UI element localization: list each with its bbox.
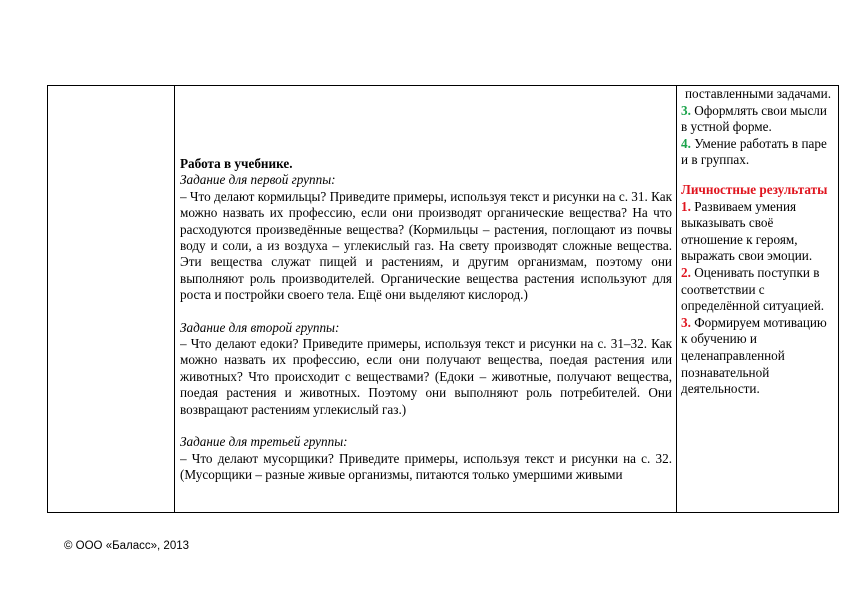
personal-results-heading: Личностные результаты xyxy=(681,181,828,197)
outcome-item-3 xyxy=(681,103,835,136)
personal-text: Развиваем умения выказывать своё отношение к героям, выражать свои эмоции. xyxy=(681,198,813,264)
outcome-number: 4. xyxy=(681,135,691,151)
copyright-footer: © ООО «Баласс», 2013 xyxy=(64,540,190,552)
group1-text: – Что делают кормильцы? Приведите примеры, используя текст и рисунки на с. 31. Как можно назвать их профессию, если они производят органические вещества? На что расходуются произведённые вещества? (Кормильцы – растения, поглощают из почвы воду и соли, а из воздуха – углекислый газ. На свету производят сложные вещества. Эти вещества служат пищей и растениям, и другим организмам, поэтому они выполняют роль производителей. Органические вещества растения используют для роста и постройки своего тела. Ещё они выделяют кислород.) xyxy=(180,188,672,303)
personal-item-1 xyxy=(681,199,835,265)
personal-text: Формируем мотивацию к обучению и целенаправленной познавательной деятельности. xyxy=(681,314,827,397)
group3-text: – Что делают мусорщики? Приведите примеры, используя текст и рисунки на с. 32. (Мусорщики – разные живые организмы, питаются только умершими живыми xyxy=(180,450,672,482)
personal-item-3 xyxy=(681,315,835,398)
outcome-text: Оформлять свои мысли в устной форме. xyxy=(681,102,827,135)
outcome-number: 3. xyxy=(681,102,691,118)
personal-number: 3. xyxy=(681,314,691,330)
group3-title: Задание для третьей группы: xyxy=(180,434,348,450)
table-border-right xyxy=(838,86,839,512)
personal-number: 1. xyxy=(681,198,691,214)
section-heading: Работа в учебнике. xyxy=(180,156,293,171)
personal-number: 2. xyxy=(681,264,691,280)
outcome-item-4 xyxy=(681,136,835,169)
table-divider-2 xyxy=(676,86,677,512)
personal-text: Оценивать поступки в соответствии с определённой ситуацией. xyxy=(681,264,825,314)
group2-text: – Что делают едоки? Приведите примеры, используя текст и рисунки на с. 31–32. Как можно назвать их профессию, если они получают вещества, поедая растения или животных? Что происходит с веществами? (Едоки – животные, получают вещества, поедая растения и животных. Поэтому они выполняют роль потребителей. Они возвращают растениям углекислый газ.) xyxy=(180,336,672,417)
outcome-text: Умение работать в паре и в группах. xyxy=(681,135,827,168)
group2-title: Задание для второй группы: xyxy=(180,319,340,335)
group1-title: Задание для первой группы: xyxy=(180,172,336,188)
personal-item-2 xyxy=(681,265,835,315)
table-cell-activities xyxy=(180,86,672,512)
table-cell-outcomes xyxy=(681,86,835,512)
lesson-table xyxy=(47,85,839,513)
table-cell-empty xyxy=(47,86,174,512)
outcome-line: поставленными задачами. xyxy=(684,86,831,101)
table-divider-1 xyxy=(174,86,175,512)
